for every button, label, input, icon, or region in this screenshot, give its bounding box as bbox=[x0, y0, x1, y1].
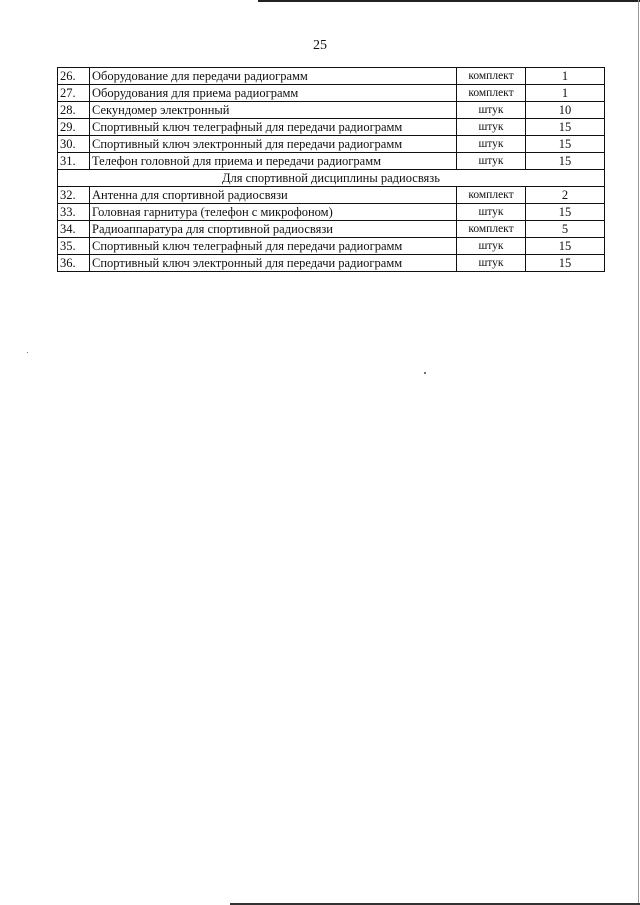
row-number: 33. bbox=[58, 204, 90, 221]
row-number: 27. bbox=[58, 85, 90, 102]
equipment-table-body bbox=[58, 68, 605, 272]
item-unit: штук bbox=[457, 153, 526, 170]
row-number: 26. bbox=[58, 68, 90, 85]
table-row bbox=[58, 102, 605, 119]
table-row bbox=[58, 221, 605, 238]
row-number: 34. bbox=[58, 221, 90, 238]
item-quantity: 15 bbox=[526, 238, 605, 255]
item-name: Секундомер электронный bbox=[90, 102, 457, 119]
item-name: Телефон головной для приема и передачи радиограмм bbox=[90, 153, 457, 170]
item-name: Спортивный ключ телеграфный для передачи радиограмм bbox=[90, 238, 457, 255]
table-row bbox=[58, 136, 605, 153]
item-unit: штук bbox=[457, 238, 526, 255]
item-quantity: 15 bbox=[526, 204, 605, 221]
row-number: 29. bbox=[58, 119, 90, 136]
page-number: 25 bbox=[313, 38, 327, 53]
item-name: Радиоаппаратура для спортивной радиосвязи bbox=[90, 221, 457, 238]
row-number: 32. bbox=[58, 187, 90, 204]
item-name: Спортивный ключ электронный для передачи радиограмм bbox=[90, 255, 457, 272]
scan-edge-top bbox=[258, 0, 640, 2]
scan-speck bbox=[27, 352, 28, 353]
table-row bbox=[58, 238, 605, 255]
item-quantity: 1 bbox=[526, 85, 605, 102]
row-number: 35. bbox=[58, 238, 90, 255]
item-unit: комплект bbox=[457, 85, 526, 102]
table-row bbox=[58, 68, 605, 85]
item-unit: штук bbox=[457, 136, 526, 153]
item-quantity: 15 bbox=[526, 136, 605, 153]
row-number: 31. bbox=[58, 153, 90, 170]
table-row bbox=[58, 255, 605, 272]
item-unit: штук bbox=[457, 119, 526, 136]
item-unit: штук bbox=[457, 204, 526, 221]
item-quantity: 2 bbox=[526, 187, 605, 204]
item-unit: комплект bbox=[457, 68, 526, 85]
item-unit: комплект bbox=[457, 221, 526, 238]
item-name: Оборудования для приема радиограмм bbox=[90, 85, 457, 102]
item-quantity: 10 bbox=[526, 102, 605, 119]
item-unit: комплект bbox=[457, 187, 526, 204]
item-name: Головная гарнитура (телефон с микрофоном) bbox=[90, 204, 457, 221]
item-quantity: 15 bbox=[526, 255, 605, 272]
item-unit: штук bbox=[457, 255, 526, 272]
item-name: Антенна для спортивной радиосвязи bbox=[90, 187, 457, 204]
section-row bbox=[58, 170, 605, 187]
table-row bbox=[58, 119, 605, 136]
item-name: Оборудование для передачи радиограмм bbox=[90, 68, 457, 85]
table-row bbox=[58, 85, 605, 102]
item-quantity: 5 bbox=[526, 221, 605, 238]
scan-edge-right bbox=[638, 0, 639, 905]
table-row bbox=[58, 153, 605, 170]
item-quantity: 15 bbox=[526, 119, 605, 136]
scan-speck bbox=[424, 372, 426, 374]
item-unit: штук bbox=[457, 102, 526, 119]
row-number: 36. bbox=[58, 255, 90, 272]
row-number: 28. bbox=[58, 102, 90, 119]
equipment-table bbox=[57, 67, 605, 272]
row-number: 30. bbox=[58, 136, 90, 153]
item-name: Спортивный ключ телеграфный для передачи радиограмм bbox=[90, 119, 457, 136]
item-quantity: 15 bbox=[526, 153, 605, 170]
item-name: Спортивный ключ электронный для передачи радиограмм bbox=[90, 136, 457, 153]
item-quantity: 1 bbox=[526, 68, 605, 85]
section-heading: Для спортивной дисциплины радиосвязь bbox=[58, 170, 605, 187]
table-row bbox=[58, 187, 605, 204]
table-row bbox=[58, 204, 605, 221]
